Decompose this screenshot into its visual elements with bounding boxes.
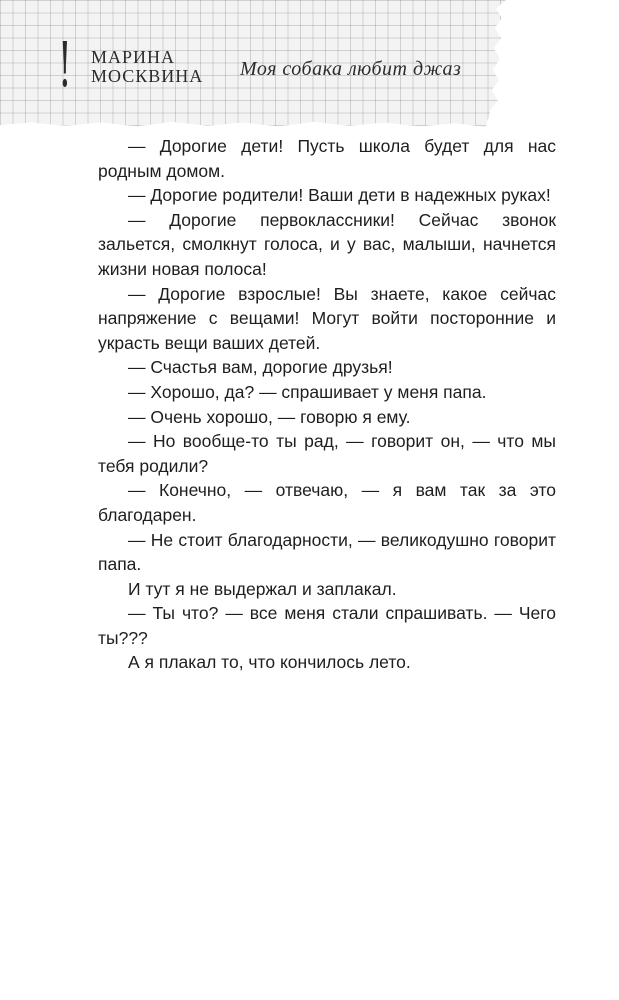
exclamation-mark: !: [58, 28, 72, 101]
paragraph: — Ты что? — все меня стали спрашивать. — Чего ты???: [98, 603, 556, 648]
paragraph: — Дорогие родители! Ваши дети в надежных руках!: [128, 185, 551, 206]
author-first-name: МАРИНА: [91, 47, 176, 67]
paragraph: — Счастья вам, дорогие друзья!: [128, 357, 393, 378]
paragraph: — Дорогие дети! Пусть школа будет для нас родным домом.: [98, 136, 556, 181]
paragraph: — Конечно, — отвечаю, — я вам так за это благодарен.: [98, 480, 556, 525]
paragraph: — Хорошо, да? — спрашивает у меня папа.: [128, 381, 487, 402]
paragraph: А я плакал то, что кончилось лето.: [128, 652, 411, 673]
paragraph: И тут я не выдержал и заплакал.: [128, 578, 397, 599]
author-last-name: МОСКВИНА: [91, 66, 204, 86]
paragraph: — Не стоит благодарности, — великодушно говорит папа.: [98, 529, 556, 575]
page-text: [98, 134, 556, 675]
author-name: [91, 48, 203, 86]
paragraph: — Дорогие первоклассники! Сейчас звонок зальется, смолкнут голоса, и у вас, малыши, начнется жизни новая полоса!: [98, 209, 556, 279]
paragraph: — Дорогие взрослые! Вы знаете, какое сейчас напряжение с вещами! Могут войти посторонние и украсть вещи ваших детей.: [98, 283, 556, 353]
paragraph: — Но вообще-то ты рад, — говорит он, — что мы тебя родили?: [98, 431, 556, 476]
paragraph: — Очень хорошо, — говорю я ему.: [128, 406, 411, 427]
book-title: Моя собака любит джаз: [240, 58, 462, 80]
